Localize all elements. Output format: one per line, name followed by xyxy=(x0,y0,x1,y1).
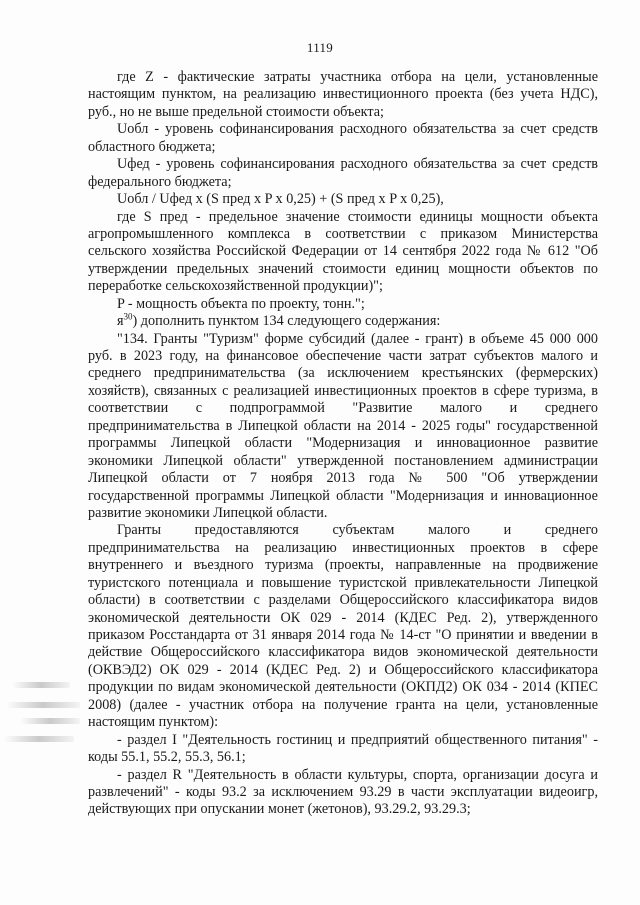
text-line xyxy=(88,313,598,330)
text-line: экономической деятельности ОК 029 - 2014 (КДЕС Ред. 2), утвержденного xyxy=(88,609,598,626)
paragraph xyxy=(88,767,598,819)
text-line: переработке сельскохозяйственной продукции)"; xyxy=(88,278,383,295)
paragraph xyxy=(88,209,598,296)
paragraph xyxy=(88,522,598,731)
line-text: я xyxy=(117,313,124,330)
text-line: программы Липецкой области "Модернизация и инновационное развитие xyxy=(88,435,598,452)
text-line: приказом Росстандарта от 31 января 2014 года № 14-ст "О принятии и введении в xyxy=(88,627,598,643)
text-line: развитие экономики Липецкой области. xyxy=(88,504,328,521)
text-line: среднего предпринимательства (за исключением крестьянских (фермерских) xyxy=(88,365,598,382)
paragraph xyxy=(88,296,598,313)
text-line: утверждении предельных значений стоимости единиц мощности объектов по xyxy=(88,260,598,277)
text-line: государственной программы Липецкой области "Модернизация и инновационное xyxy=(88,487,598,504)
text-line: где S пред - предельное значение стоимости единицы мощности объекта xyxy=(117,208,598,225)
paragraph xyxy=(88,69,598,121)
text-line: действующих при опускании монет (жетонов), 93.29.2, 93.29.3; xyxy=(88,801,471,818)
text-line: настоящим пунктом, на реализацию инвестиционного проекта (без учета НДС), xyxy=(88,86,598,103)
text-line: соответствии с подпрограммой "Развитие малого и среднего xyxy=(88,400,598,417)
text-line: руб. в 2023 году, на финансовое обеспечение части затрат субъектов малого и xyxy=(88,348,598,364)
text-line: областного бюджета; xyxy=(88,138,216,155)
text-line: "134. Гранты "Туризм" форме субсидий (далее - грант) в объеме 45 000 000 xyxy=(117,330,598,347)
text-line: развлечений" - коды 93.2 за исключением 93.29 в части эксплуатации видеоигр, xyxy=(88,783,598,800)
text-line: федерального бюджета; xyxy=(88,173,232,190)
text-line: предпринимательства на реализацию инвестиционных проектов в сфере xyxy=(88,539,598,556)
paragraph xyxy=(88,156,598,191)
text-line: 2008) (далее - участник отбора на получение гранта на цели, установленные xyxy=(88,696,598,713)
text-line: агропромышленного комплекса в соответствии с приказом Министерства xyxy=(88,225,598,242)
paragraph xyxy=(88,313,598,330)
superscript: 30 xyxy=(123,311,133,322)
text-line: Липецкой области от 7 ноября 2013 года № 500 "Об утверждении xyxy=(88,470,598,487)
text-line: (ОКВЭД2) ОК 029 - 2014 (КДЕС Ред. 2) и Общероссийского классификатора xyxy=(88,661,598,678)
paragraph xyxy=(88,732,598,767)
text-line: области) в соответствии с разделами Общероссийского классификатора видов xyxy=(88,592,598,609)
text-line: продукции по видам экономической деятельности (ОКПД2) ОК 034 - 2014 (КПЕС xyxy=(88,679,598,696)
text-line: предпринимательства в Липецкой области на 2014 - 2025 годы" государственной xyxy=(88,417,598,434)
page-number: 1119 xyxy=(306,40,334,55)
text-line: - раздел R "Деятельность в области культуры, спорта, организации досуга и xyxy=(117,766,598,783)
text-line: Uфед - уровень софинансирования расходного обязательства за счет средств xyxy=(117,156,598,173)
text-line: где Z - фактические затраты участника отбора на цели, установленные xyxy=(117,69,598,85)
document-body xyxy=(88,69,598,819)
text-line: настоящим пунктом): xyxy=(88,714,219,731)
paragraph xyxy=(88,331,598,523)
text-line: P - мощность объекта по проекту, тонн."; xyxy=(117,295,365,312)
text-line: коды 55.1, 55.2, 55.3, 56.1; xyxy=(88,749,246,766)
text-line: Гранты предоставляются субъектам малого и среднего xyxy=(117,522,598,539)
text-line: хозяйств), связанных с реализацией инвестиционных проектов в сфере туризма, в xyxy=(88,382,598,399)
margin-scan-artifacts xyxy=(0,680,90,760)
paragraph xyxy=(88,121,598,156)
text-line: сельского хозяйства Российской Федерации от 14 сентября 2022 года № 612 "Об xyxy=(88,243,598,260)
text-line: туристского потенциала и повышение туристской привлекательности Липецкой xyxy=(88,574,598,591)
text-line: руб., но не выше предельной стоимости объекта; xyxy=(88,103,384,120)
text-line: Uобл / Uфед x (S пред x P x 0,25) + (S пред x P x 0,25), xyxy=(117,191,444,208)
line-text-after: ) дополнить пунктом 134 следующего содержания: xyxy=(132,313,441,330)
text-line: экономики Липецкой области" утвержденной постановлением администрации xyxy=(88,452,598,469)
text-line: Uобл - уровень софинансирования расходного обязательства за счет средств xyxy=(117,121,598,138)
paragraph xyxy=(88,191,598,208)
text-line: действие Общероссийского классификатора видов экономической деятельности xyxy=(88,644,598,661)
text-line: внутреннего и въездного туризма (проекты, направленные на продвижение xyxy=(88,557,598,574)
text-line: - раздел I "Деятельность гостиниц и предприятий общественного питания" - xyxy=(117,731,598,748)
